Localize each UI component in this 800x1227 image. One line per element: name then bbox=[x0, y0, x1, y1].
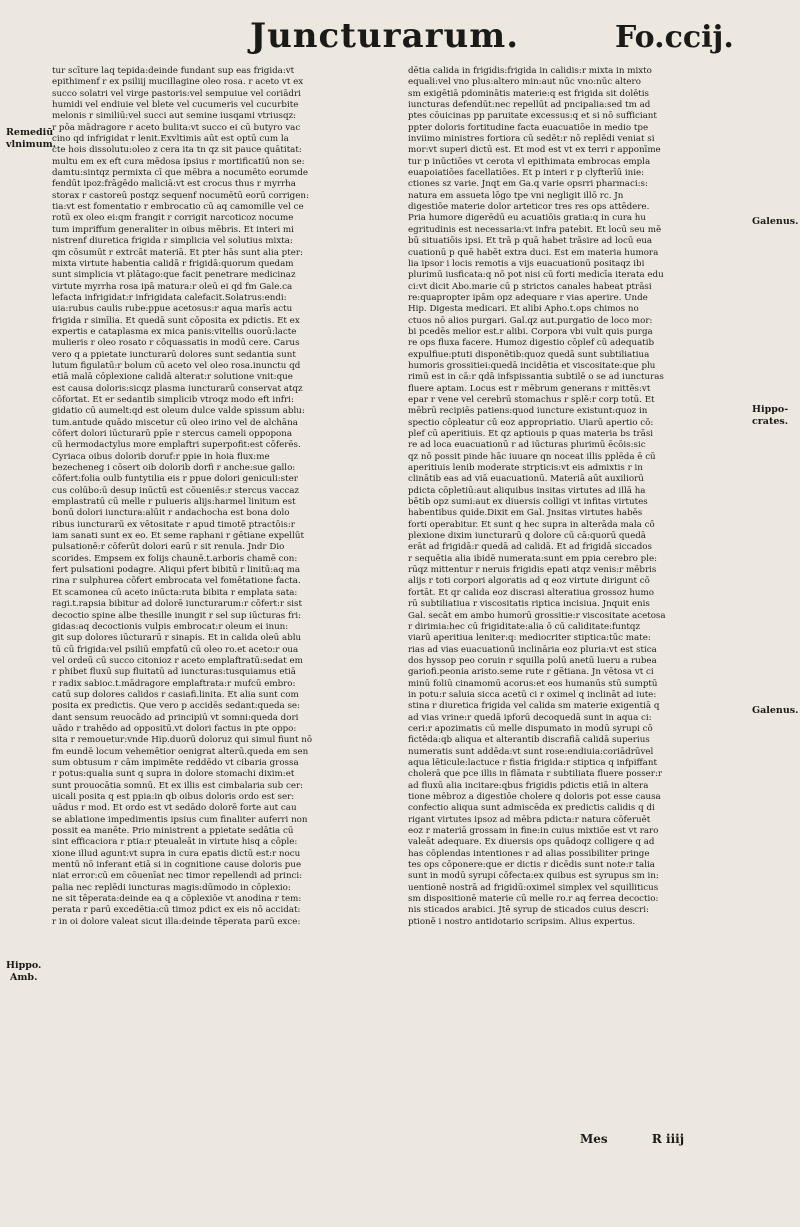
text-line: lia ipsor i locis remotis a vijs euacuationū positaqz ibi bbox=[408, 258, 645, 269]
text-line: rimū est in cā:r qdā infspissantia subtilē o se ad iuncturas bbox=[408, 372, 664, 383]
text-line: cōfortat. Et er sedantib simplicib vtroqz modo eft infri: bbox=[52, 394, 294, 405]
text-line: mēbrū recipiēs patiens:quod iuncture existunt:quoz in bbox=[408, 406, 648, 417]
text-line: nis sticados arabici. Jtē syrup de sticados cuius descri: bbox=[408, 905, 649, 916]
text-line: r phibet fluxū sup fluitatū ad iuncturas:tusquiamus etiā bbox=[52, 667, 296, 678]
text-line: dant sensum reuocādo ad principiū vt somni:queda dori bbox=[52, 712, 299, 723]
text-line: ptes cōuicinas pp paruitate excessus:q et si nō sufficiant bbox=[408, 111, 657, 122]
text-line: sita r remouetur:vnde Hip.duorū doloruz qui simul fiunt nō bbox=[52, 735, 313, 746]
text-line: uādo r trahēdo ad oppositū.vt dolori factus in pte oppo: bbox=[52, 723, 297, 734]
text-line: bezecheneg i cōsert oib dolorib dorfi r anche:sue gallo: bbox=[52, 463, 296, 474]
text-line: epar r vene vel cerebrū stomachus r splē:r corp totū. Et bbox=[408, 394, 655, 405]
text-line: cōfert:folia oulb funtytilia eis r ppue dolori geniculi:ster bbox=[52, 474, 298, 485]
text-line: epithimenf r ex psiliij mucillagine oleo rosa. r aceto vt ex bbox=[52, 77, 304, 88]
text-line: tur scīture laq tepida:deinde fundant sup eas frigida:vt bbox=[52, 66, 295, 76]
text-line: tes ops cōponere:que er dictis r dicēdis sunt note:r talia bbox=[408, 860, 655, 871]
text-line: humidi vel endiuie vel blete vel cucumeris vel cucurbite bbox=[52, 100, 299, 111]
text-line: mixta virtute habentia calidā r frigidā:quorum quedam bbox=[52, 258, 294, 269]
text-line: gidatio cū aumelt:qd est oleum dulce valde spissum ablu: bbox=[52, 406, 305, 417]
text-line: scorides. Empsem ex folijs chaunē.t.arboris chamē con: bbox=[52, 553, 298, 564]
text-line: iuncturas defendūt:nec repellūt ad pncipalia:sed tm ad bbox=[408, 100, 651, 111]
text-line: re ad loca euacuationū r ad iūcturas plurimū ēcōis:sic bbox=[408, 440, 646, 451]
text-line: fert pulsationi podagre. Aliqui pfert bibitū r linitū:aq ma bbox=[52, 565, 301, 576]
text-line: Gal. secāt em ambo humorū grossitie:r viscositate acetosa bbox=[408, 610, 666, 621]
text-line: re ops fluxa facere. Humoz digestio cōplef cū adequatib bbox=[408, 338, 655, 349]
text-line: plef cū aperitiuis. Et qz aptiouis p quas materia bs trāsi bbox=[408, 429, 654, 439]
text-line: est causa doloris:sicqz plasma iuncturarū conservat atqz bbox=[52, 383, 303, 394]
text-line: fm eundē locum vehemētior oenigrat alterū.queda em sen bbox=[52, 746, 309, 757]
text-line: fortāt. Et qr calida eoz discrasi alteratiua grossoz humo bbox=[408, 587, 654, 598]
text-line: lutum figulatū:r bolum cū aceto vel oleo rosa.inunctu qd bbox=[52, 360, 301, 371]
text-line: humoris grossitiei:quedā incidētia et viscositate:que plu bbox=[408, 360, 656, 371]
text-line: qm cōsumūt r extrcāt materiā. Et pter hās sunt alia pter: bbox=[52, 247, 303, 258]
text-line: sum obtusum r cām impimēte reddēdo vt cibaria grossa bbox=[52, 757, 299, 768]
text-line: tum.antude quādo miscetur cū oleo irino vel de alchāna bbox=[52, 417, 298, 428]
text-line: tur p inūctiōes vt cerota vl epithimata embrocas empla bbox=[408, 156, 651, 167]
text-line: plexione dixim iuncturarū q dolore cū cā:quorū quedā bbox=[408, 531, 646, 542]
margin-note: crates. bbox=[752, 416, 789, 427]
text-line: posita ex predictis. Que vero p accidēs sedant:queda se: bbox=[52, 701, 301, 712]
text-line: egritudinis est necessaria:vt infra patebit. Et locū seu mē bbox=[408, 224, 662, 235]
text-line: erāt ad frigidā:r quedā ad calidā. Et ad frigidā siccados bbox=[408, 542, 652, 553]
text-line: Pria humore digerēdū eu acuatiōis gratia:q in cura hu bbox=[408, 213, 646, 224]
text-line: mor:vt superi dictū est. Et mod est vt ex terri r apponīme bbox=[408, 145, 661, 156]
text-line: Et scamonea cū aceto inūcta:ruta bibita r emplata sata: bbox=[52, 587, 298, 598]
text-line: uicali posita q est ppia:in qb oibus doloris ordo est ser: bbox=[52, 792, 295, 802]
text-line: vel ordeū cū succo citonioz r aceto emplaftratū:sedat em bbox=[52, 655, 303, 666]
text-line: gariofi.peonia aristo.seme rute r gētiana. Jn vētosa vt ci bbox=[408, 667, 654, 678]
text-line: bi pcedēs melior est.r alibi. Corpora vbi vult quis purga bbox=[408, 326, 653, 337]
text-line: sunt in modū syrupi cōfecta:ex quibus est syrupus sm in: bbox=[408, 871, 659, 882]
text-line: sunt simplicia vt plātago:que facit penetrare medicinaz bbox=[52, 270, 296, 281]
text-line: dos hyssop peo coruin r squilla polū anetū lueru a rubea bbox=[408, 655, 657, 666]
text-line: euapoiatiōes facellatiōes. Et p interi r p clyfterīū inie: bbox=[408, 168, 645, 179]
text-line: numeratis sunt addēda:vt sunt rose:endiuia:coriādrūvel bbox=[408, 746, 654, 757]
text-line: cuationū p quē habēt extra duci. Est em materia humora bbox=[408, 247, 659, 258]
text-line: viarū aperitiua leniter:q: mediocriter stiptica:tūc mate: bbox=[408, 633, 651, 644]
text-line: r radix sabioc.t.mādragore emplaftrata:r mufcū embro: bbox=[52, 678, 296, 689]
text-line: forti operabitur. Et sunt q hec supra in alterāda mala cō bbox=[408, 519, 655, 530]
text-line: natura em assueta lōgo tpe vni negligit illō rc. Jn bbox=[408, 190, 624, 201]
margin-note: Galenus. bbox=[752, 216, 799, 227]
text-line: possit ea manēte. Prio ministrent a ppietate sedātia cū bbox=[52, 826, 294, 837]
text-line: emplastratū cū melle r pulueris alijs:harmel linitum est bbox=[52, 497, 296, 508]
signature-mark: R iiij bbox=[651, 1132, 685, 1146]
text-line: ribus iuncturarū ex vētositate r apud timotē ptractōis:r bbox=[52, 519, 295, 530]
text-line: expulfiue:ptuti disponētib:quoz quedā sunt subtiliatiua bbox=[408, 349, 650, 360]
left-text-column bbox=[52, 66, 404, 928]
text-line: clinātib eas ad viā euacuationū. Materiā aūt auxiliorū bbox=[408, 474, 644, 485]
text-line: plurimū iusficata:q nō pot nisi cū forti medicīa iterata edu bbox=[408, 270, 664, 281]
text-line: rūqz mittentur r neruis frigidis epati atqz venis:r mēbris bbox=[408, 565, 657, 576]
text-line: digestiōe materie dolor arteticor tres res ops attēdere. bbox=[408, 202, 650, 213]
margin-note: Hippo- bbox=[752, 404, 789, 415]
text-line: eoz r materiā grossam in fine:in cuius mixtiōe est vt raro bbox=[408, 826, 659, 837]
text-line: r pōa mādragore r aceto bulita:vt succo ei cū butyro vac bbox=[52, 122, 301, 133]
text-line: ci:vt dicit Abo.marie cū p strictos canales habeat ptrāsi bbox=[408, 281, 652, 292]
text-line: sint efficaciora r ptia:r pteualeāt in virtute hisq a cōple: bbox=[52, 837, 298, 848]
text-line: sm dispositionē materie cū melle ro.r aq ferrea decoctio: bbox=[408, 894, 659, 905]
text-line: spectio cōpleatur cū eoz appropriatio. Uiarū apertio cō: bbox=[408, 417, 654, 428]
text-line: rias ad vias euacuationū inclināria eoz pluria:vt est stica bbox=[408, 644, 657, 655]
text-line: cus colūbo:ū desup inūctū est cōueniēs:r stercus vaccaz bbox=[52, 485, 299, 496]
text-line: bētib opz sumi:aut ex diuersis colligi vt infitas virtutes bbox=[408, 497, 648, 508]
catchword: Mes bbox=[580, 1132, 608, 1146]
text-line: fendūt ipoz:frāgēdo maliciā:vt est crocus thus r myrrha bbox=[52, 179, 296, 190]
text-line: r potus:qualia sunt q supra in dolore stomachi dixim:et bbox=[52, 769, 295, 780]
text-line: re:quapropter ipām opz adequare r vias aperire. Unde bbox=[408, 292, 648, 303]
text-line: gidas:aq decoctionis vulpis embrocat:r oleum ei inun: bbox=[52, 621, 289, 632]
text-line: ctiones sz varie. Jnqt em Ga.q varie opsrri pharmaci:s: bbox=[408, 179, 648, 190]
margin-note: Galenus. bbox=[752, 705, 799, 716]
text-line: tum impriffum generaliter in oibus mēbris. Et interi mi bbox=[52, 224, 294, 235]
text-line: valeāt adequare. Ex diuersis ops quādoqz colligere q ad bbox=[408, 837, 655, 848]
text-line: pulsationē:r cōferūt dolori earū r sit renula. Jndr Dio bbox=[52, 542, 285, 553]
text-line: git sup dolores iūcturarū r sinapis. Et in calida oleū ablu bbox=[52, 633, 302, 644]
text-line: uentionē nostrā ad frigidū:oximel simplex vel squilliticus bbox=[408, 882, 659, 893]
text-line: ppter doloris fortitudine facta euacuatiōe in medio tpe bbox=[408, 122, 649, 133]
text-line: rotū ex oleo ei:qm frangit r corrigit narcoticoz nocume bbox=[52, 213, 294, 224]
text-line: cōfert dolori iūcturarū ppīe r stercus cameli oppopona bbox=[52, 429, 293, 439]
text-line: ad vias vrine:r quedā ipforū decoquedā sunt in aqua ci: bbox=[408, 712, 652, 723]
text-line: aqua lēticule:lactuce r fistia frigida:r stiptica q infpiffant bbox=[408, 757, 657, 768]
margin-note: vlnimum. bbox=[6, 139, 56, 150]
text-line: rigant virtutes ipsoz ad mēbra pdicta:r natura cōferuēt bbox=[408, 814, 651, 825]
folio-number: Fo.ccij. bbox=[615, 20, 734, 55]
text-line: ragi.t.rapsia bibitur ad dolorē iuncturarum:r cōfert:r sist bbox=[52, 599, 302, 610]
text-line: catū sup dolores calidos r casiafi.linita. Et alia sunt com bbox=[52, 689, 299, 700]
text-line: ne sit tēperata:deinde ea q a cōplexiōe vt anodina r tem: bbox=[52, 894, 302, 905]
page-footer bbox=[580, 1132, 760, 1146]
text-line: mentū nō inferant etiā si in cognitione cause doloris pue bbox=[52, 860, 302, 871]
text-line: minū foliū cinamomū acorus:et eos humanūs stū sumptū bbox=[408, 678, 658, 689]
text-line: frigida r simīlia. Et quedā sunt cōposita ex pdictis. Et ex bbox=[52, 315, 300, 326]
text-line: fictēda:qb aliqua et alterantib discrafiā calidā superius bbox=[408, 735, 650, 746]
text-line: in potu:r saluia sicca acetū ci r oximel q inclināt ad iute: bbox=[408, 689, 657, 700]
margin-note: Amb. bbox=[10, 972, 38, 983]
text-line: lefacta infrigidat:r infrigidata calefacit.Solatrus:endi: bbox=[52, 292, 287, 303]
text-line: alijs r toti corpori algoratis ad q eoz virtute dirigunt cō bbox=[408, 576, 650, 587]
text-line: bū situatiōis ipsi. Et trā p quā habet trāsire ad locū eua bbox=[408, 236, 653, 247]
text-line: multu em ex eft cura mēdosa ipsius r mortificatiū non se: bbox=[52, 156, 305, 167]
right-text-column bbox=[408, 66, 751, 928]
text-line: sunt prouocātia somnū. Et ex illis est cimbalaria sub cer: bbox=[52, 780, 304, 791]
text-line: niat error:cū em cōuenīat nec timor repellendi ad princi: bbox=[52, 871, 303, 882]
text-line: Hip. Digesta medicari. Et alibi Apho.t.ops chimos no bbox=[408, 304, 639, 315]
text-line: rina r sulphurea cōfert embrocata vel fomētatione facta. bbox=[52, 576, 301, 587]
text-line: etiā malā cōplexione calidā alterat:r solutione vnit:que bbox=[52, 372, 293, 383]
text-line: qz nō possit pinde hāc iuuare qn noceat illis pplēda ē cū bbox=[408, 451, 656, 462]
text-line: inviimo ministres fortiora cū sedēt:r nō replēdi veniat si bbox=[408, 134, 655, 145]
text-line: vero q a ppietate iuncturarū dolores sunt sedantia sunt bbox=[52, 349, 296, 360]
text-line: ptionē i nostro antidotario scripsim. Alius expertus. bbox=[408, 916, 636, 927]
text-line: dētia calida in frigidis:frigida in calidis:r mixta in mixto bbox=[408, 66, 652, 76]
text-line: cino qd infrigidat r lenit.Exvltimis aūt est optū cum la bbox=[52, 134, 289, 145]
text-line: mulieris r oleo rosato r cōquassatis in modū cere. Carus bbox=[52, 338, 300, 349]
text-line: cū hermodactylus more emplaftri superpofit:est cōferēs. bbox=[52, 440, 301, 451]
text-line: ctuos nō alios purgari. Gal.qz aut.purgatio de loco mor: bbox=[408, 315, 653, 326]
text-line: tia:vt est fomentatio r embrocatio cū aq camomille vel ce bbox=[52, 202, 304, 213]
text-line: rū subtiliatiua r viscositatis riptica incisiua. Jnquit enis bbox=[408, 599, 650, 610]
text-line: r sequētia alia ibidē numerata:sunt em ppia cerebro ple: bbox=[408, 553, 658, 564]
text-line: stina r diuretica frigida vel calida sm materie exigentiā q bbox=[408, 701, 660, 712]
text-line: perata r parū excedētia:cū timoz pdict ex eis nō accidat: bbox=[52, 905, 301, 916]
text-line: melonis r similiū:vel succi aut semine iusqami vtriusqz: bbox=[52, 111, 297, 122]
text-line: expertis e cataplasma ex mica panis:vitellis ouorū:lacte bbox=[52, 326, 297, 337]
text-line: has cōplendas intentiones r ad alias possibiliter pringe bbox=[408, 848, 650, 859]
text-line: pdicta cōpletiū:aut aliquibus insitas virtutes ad illā ha bbox=[408, 485, 646, 496]
text-line: confectio aliqua sunt admiscēda ex predictis calidis q di bbox=[408, 803, 655, 814]
text-line: decoctio spine albe thesille inungit r sel sup iūcturas fri: bbox=[52, 610, 302, 621]
text-line: storax r castoreū postqz sequenf nocumētū eorū corrigen: bbox=[52, 190, 309, 201]
text-line: uādus r mod. Et ordo est vt sedādo dolorē forte aut cau bbox=[52, 803, 297, 814]
running-title: Juncturarum. bbox=[250, 16, 520, 56]
text-line: equali:vel vno plus:altero min:aut nūc vno:nūc altero bbox=[408, 77, 641, 88]
text-line: tione mēbroz a digestiōe cholere q doloris pot esse causa bbox=[408, 792, 661, 802]
text-line: succo solatri vel virge pastoris:vel sempuiue vel coriādri bbox=[52, 88, 301, 99]
text-line: se ablatione impedimentis ipsius cum finaliter auferri non bbox=[52, 814, 308, 825]
text-line: r in oi dolore valeat sicut illa:deinde tēperata parū exce: bbox=[52, 916, 301, 927]
text-line: ceri:r apozimatis cū melle dispumato in modū syrupi cō bbox=[408, 723, 653, 734]
margin-note: Hippo. bbox=[6, 960, 42, 971]
text-line: xione illud agunt:vt supra in cura epatis dictū est:r nocu bbox=[52, 848, 301, 859]
text-line: nistrenf diuretica frigida r simplicia vel solutius mixta: bbox=[52, 236, 293, 247]
text-line: sm exigētiā pdominātis materie:q est frigida sit dolētis bbox=[408, 88, 649, 99]
text-line: palia nec replēdi iuncturas magis:dūmodo in cōplexio: bbox=[52, 882, 291, 893]
text-line: bonū dolori iunctura:alūit r andachocha est bona dolo bbox=[52, 508, 290, 519]
text-line: r dirimia:hec cū frigiditate:alia ō cū caliditate:funtqz bbox=[408, 621, 641, 632]
margin-note: Remediū bbox=[6, 127, 54, 138]
text-line: aperitiuis lenib moderate strpticis:vt eis admixtis r in bbox=[408, 463, 643, 474]
text-line: Cyriaca oibus dolorib doruf:r ppie in hoia flux:me bbox=[52, 451, 270, 462]
text-line: iam sanati sunt ex eo. Et seme raphani r gētiane expellūt bbox=[52, 531, 304, 542]
text-line: fluere aptam. Locus est r mēbrum generans r mittēs:vt bbox=[408, 383, 651, 394]
text-line: cte hois dissolutu:oleo z cera ita tn qz sit pauce quātitat: bbox=[52, 145, 302, 156]
text-line: cholerā que pce illis in flāmata r subtiliata fluere posser:r bbox=[408, 769, 663, 780]
text-line: tū cū frigida:vel psiliū empfatū cū oleo ro.et aceto:r oua bbox=[52, 644, 299, 655]
text-line: uia:rubus caulis rube:ppue acetosus:r aqua marīs actu bbox=[52, 304, 293, 315]
text-line: virtute myrrha rosa ipā matura:r oleū ei qd fm Gale.ca bbox=[52, 281, 293, 292]
text-line: ad fluxū alia incitare:qbus frigidis pdictis etiā in altera bbox=[408, 780, 649, 791]
text-line: damtu:sintqz permixta cī que mēbra a nocumēto eorumde bbox=[52, 168, 309, 179]
text-line: habentibus quide.Dixit em Gal. Jnsitas virtutes habēs bbox=[408, 508, 643, 519]
